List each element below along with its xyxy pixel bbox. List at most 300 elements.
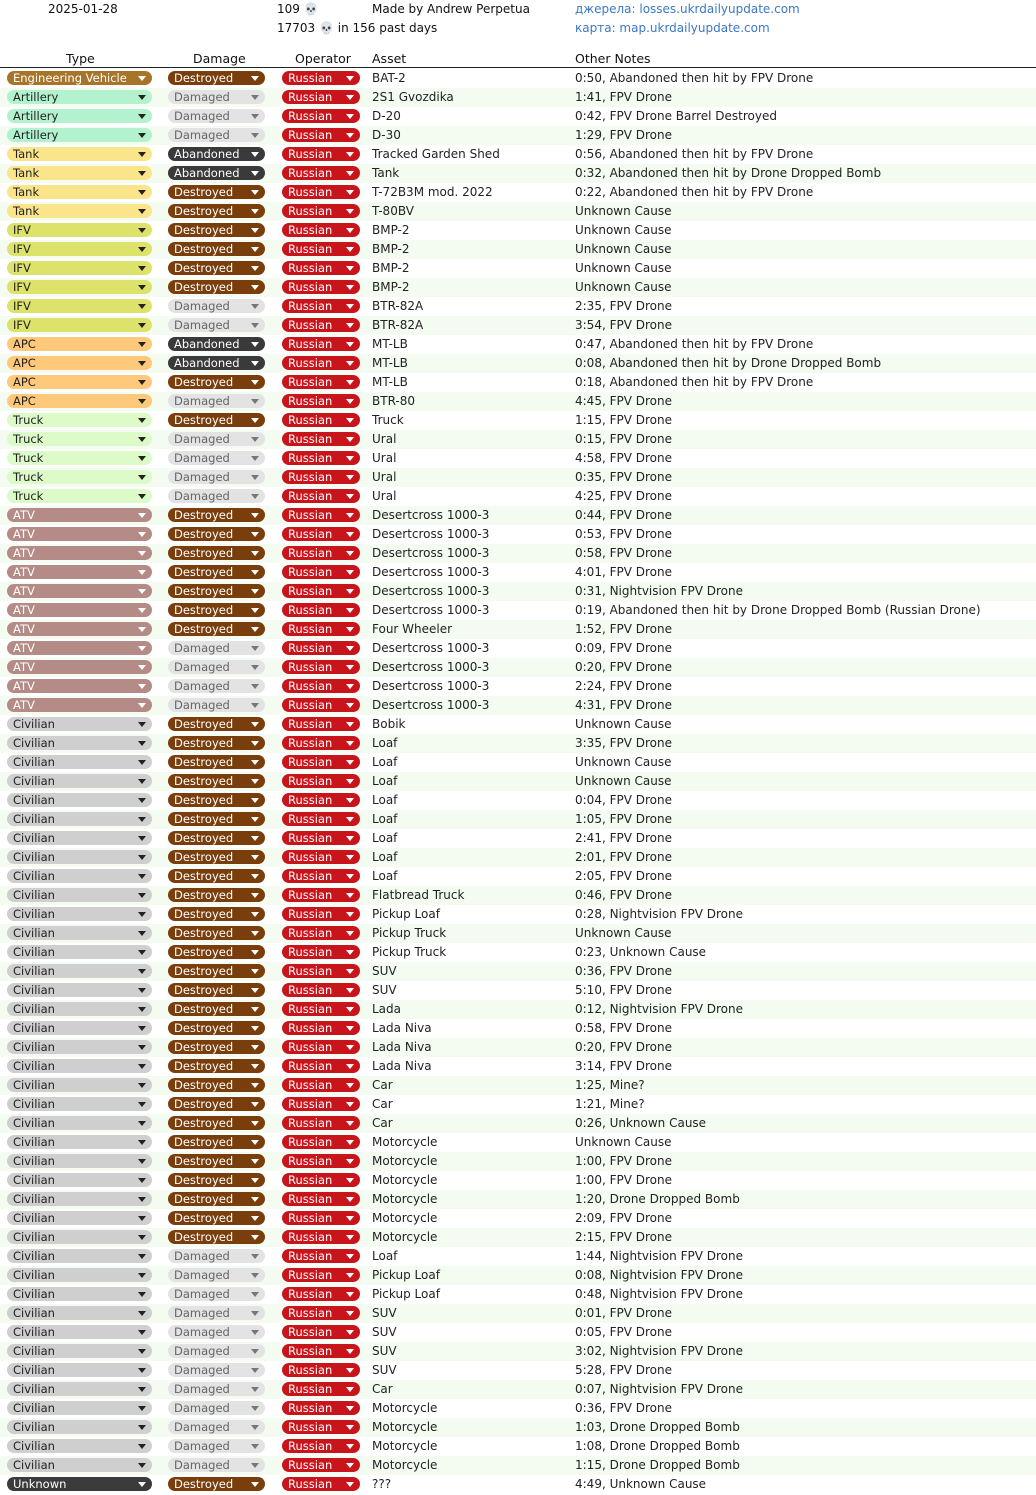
operator-dropdown[interactable] — [282, 850, 360, 864]
damage-label: Destroyed — [174, 831, 234, 845]
other-notes: Unknown Cause — [575, 280, 672, 294]
operator-dropdown[interactable] — [282, 755, 360, 769]
type-dropdown[interactable] — [7, 1021, 152, 1035]
table-row — [0, 639, 1036, 658]
type-dropdown[interactable] — [7, 280, 152, 294]
damage-label: Damaged — [174, 451, 230, 465]
damage-dropdown[interactable] — [168, 1211, 265, 1225]
chevron-down-icon — [346, 209, 354, 214]
type-dropdown[interactable] — [7, 1211, 152, 1225]
operator-dropdown[interactable] — [282, 413, 360, 427]
damage-dropdown[interactable] — [168, 1382, 265, 1396]
type-dropdown[interactable] — [7, 546, 152, 560]
damage-dropdown[interactable] — [168, 1059, 265, 1073]
type-dropdown[interactable] — [7, 1116, 152, 1130]
damage-dropdown[interactable] — [168, 1344, 265, 1358]
type-dropdown[interactable] — [7, 679, 152, 693]
operator-dropdown[interactable] — [282, 1363, 360, 1377]
damage-dropdown[interactable] — [168, 679, 265, 693]
type-dropdown[interactable] — [7, 603, 152, 617]
chevron-down-icon — [138, 1482, 146, 1487]
damage-dropdown[interactable] — [168, 128, 265, 142]
asset-name: Ural — [372, 432, 397, 446]
operator-dropdown[interactable] — [282, 356, 360, 370]
damage-dropdown[interactable] — [168, 1154, 265, 1168]
damage-dropdown[interactable] — [168, 508, 265, 522]
operator-dropdown[interactable] — [282, 717, 360, 731]
damage-dropdown[interactable] — [168, 1325, 265, 1339]
operator-dropdown[interactable] — [282, 1173, 360, 1187]
type-dropdown[interactable] — [7, 1420, 152, 1434]
type-dropdown[interactable] — [7, 717, 152, 731]
damage-label: Damaged — [174, 1268, 230, 1282]
operator-dropdown[interactable] — [282, 1458, 360, 1472]
damage-dropdown[interactable] — [168, 907, 265, 921]
type-dropdown[interactable] — [7, 451, 152, 465]
table-row — [0, 715, 1036, 734]
damage-dropdown[interactable] — [168, 926, 265, 940]
damage-dropdown[interactable] — [168, 1078, 265, 1092]
asset-name: BMP-2 — [372, 242, 410, 256]
asset-name: Desertcross 1000-3 — [372, 546, 490, 560]
operator-dropdown[interactable] — [282, 147, 360, 161]
damage-dropdown[interactable] — [168, 166, 265, 180]
operator-dropdown[interactable] — [282, 1040, 360, 1054]
operator-dropdown[interactable] — [282, 337, 360, 351]
type-dropdown[interactable] — [7, 1306, 152, 1320]
damage-dropdown[interactable] — [168, 451, 265, 465]
damage-dropdown[interactable] — [168, 71, 265, 85]
operator-label: Russian — [288, 109, 333, 123]
damage-dropdown[interactable] — [168, 318, 265, 332]
type-dropdown[interactable] — [7, 869, 152, 883]
type-label: ATV — [13, 527, 35, 541]
operator-dropdown[interactable] — [282, 1021, 360, 1035]
asset-name: Loaf — [372, 812, 398, 826]
operator-dropdown[interactable] — [282, 527, 360, 541]
damage-dropdown[interactable] — [168, 641, 265, 655]
damage-dropdown[interactable] — [168, 375, 265, 389]
type-dropdown[interactable] — [7, 698, 152, 712]
operator-dropdown[interactable] — [282, 1116, 360, 1130]
type-dropdown[interactable] — [7, 774, 152, 788]
chevron-down-icon — [346, 684, 354, 689]
operator-dropdown[interactable] — [282, 432, 360, 446]
operator-dropdown[interactable] — [282, 1382, 360, 1396]
damage-dropdown[interactable] — [168, 223, 265, 237]
chevron-down-icon — [251, 247, 259, 252]
type-label: IFV — [13, 242, 31, 256]
type-label: IFV — [13, 280, 31, 294]
type-label: APC — [13, 375, 36, 389]
chevron-down-icon — [138, 114, 146, 119]
operator-dropdown[interactable] — [282, 451, 360, 465]
other-notes: 0:31, Nightvision FPV Drone — [575, 584, 743, 598]
operator-dropdown[interactable] — [282, 128, 360, 142]
type-dropdown[interactable] — [7, 1135, 152, 1149]
type-dropdown[interactable] — [7, 71, 152, 85]
type-dropdown[interactable] — [7, 812, 152, 826]
operator-dropdown[interactable] — [282, 660, 360, 674]
operator-dropdown[interactable] — [282, 1097, 360, 1111]
map-link[interactable]: карта: map.ukrdailyupdate.com — [575, 21, 770, 35]
damage-dropdown[interactable] — [168, 280, 265, 294]
operator-dropdown[interactable] — [282, 1249, 360, 1263]
damage-dropdown[interactable] — [168, 736, 265, 750]
operator-label: Russian — [288, 470, 333, 484]
operator-label: Russian — [288, 432, 333, 446]
operator-dropdown[interactable] — [282, 679, 360, 693]
chevron-down-icon — [346, 551, 354, 556]
operator-dropdown[interactable] — [282, 565, 360, 579]
type-dropdown[interactable] — [7, 622, 152, 636]
operator-dropdown[interactable] — [282, 1306, 360, 1320]
damage-dropdown[interactable] — [168, 622, 265, 636]
type-dropdown[interactable] — [7, 755, 152, 769]
other-notes: 0:01, FPV Drone — [575, 1306, 672, 1320]
damage-dropdown[interactable] — [168, 1439, 265, 1453]
operator-dropdown[interactable] — [282, 774, 360, 788]
operator-dropdown[interactable] — [282, 1154, 360, 1168]
table-row — [0, 1418, 1036, 1437]
damage-dropdown[interactable] — [168, 1458, 265, 1472]
chevron-down-icon — [346, 1121, 354, 1126]
chevron-down-icon — [251, 1482, 259, 1487]
operator-dropdown[interactable] — [282, 964, 360, 978]
type-dropdown[interactable] — [7, 432, 152, 446]
type-label: Civilian — [13, 1344, 55, 1358]
damage-label: Destroyed — [174, 375, 234, 389]
damage-label: Destroyed — [174, 1040, 234, 1054]
damage-dropdown[interactable] — [168, 584, 265, 598]
chevron-down-icon — [346, 1387, 354, 1392]
damage-dropdown[interactable] — [168, 1173, 265, 1187]
operator-label: Russian — [288, 71, 333, 85]
operator-label: Russian — [288, 166, 333, 180]
chevron-down-icon — [251, 969, 259, 974]
operator-dropdown[interactable] — [282, 489, 360, 503]
damage-dropdown[interactable] — [168, 356, 265, 370]
operator-dropdown[interactable] — [282, 223, 360, 237]
operator-dropdown[interactable] — [282, 1135, 360, 1149]
chevron-down-icon — [138, 266, 146, 271]
operator-dropdown[interactable] — [282, 888, 360, 902]
other-notes: 0:46, FPV Drone — [575, 888, 672, 902]
damage-dropdown[interactable] — [168, 888, 265, 902]
operator-dropdown[interactable] — [282, 280, 360, 294]
type-dropdown[interactable] — [7, 394, 152, 408]
damage-dropdown[interactable] — [168, 1420, 265, 1434]
chevron-down-icon — [251, 1102, 259, 1107]
damage-dropdown[interactable] — [168, 831, 265, 845]
operator-dropdown[interactable] — [282, 793, 360, 807]
asset-name: Lada — [372, 1002, 402, 1016]
type-dropdown[interactable] — [7, 1363, 152, 1377]
operator-dropdown[interactable] — [282, 603, 360, 617]
damage-dropdown[interactable] — [168, 470, 265, 484]
operator-dropdown[interactable] — [282, 1401, 360, 1415]
damage-dropdown[interactable] — [168, 793, 265, 807]
damage-dropdown[interactable] — [168, 755, 265, 769]
damage-dropdown[interactable] — [168, 109, 265, 123]
operator-dropdown[interactable] — [282, 831, 360, 845]
type-dropdown[interactable] — [7, 413, 152, 427]
type-label: Civilian — [13, 736, 55, 750]
type-dropdown[interactable] — [7, 109, 152, 123]
operator-dropdown[interactable] — [282, 622, 360, 636]
other-notes: 1:52, FPV Drone — [575, 622, 672, 636]
damage-dropdown[interactable] — [168, 774, 265, 788]
operator-dropdown[interactable] — [282, 869, 360, 883]
type-dropdown[interactable] — [7, 1344, 152, 1358]
type-dropdown[interactable] — [7, 660, 152, 674]
chevron-down-icon — [251, 133, 259, 138]
chevron-down-icon — [346, 570, 354, 575]
type-dropdown[interactable] — [7, 1078, 152, 1092]
operator-dropdown[interactable] — [282, 318, 360, 332]
operator-dropdown[interactable] — [282, 1268, 360, 1282]
operator-dropdown[interactable] — [282, 1078, 360, 1092]
chevron-down-icon — [346, 741, 354, 746]
type-dropdown[interactable] — [7, 261, 152, 275]
operator-dropdown[interactable] — [282, 166, 360, 180]
type-dropdown[interactable] — [7, 907, 152, 921]
type-dropdown[interactable] — [7, 128, 152, 142]
operator-dropdown[interactable] — [282, 1211, 360, 1225]
damage-dropdown[interactable] — [168, 869, 265, 883]
damage-dropdown[interactable] — [168, 717, 265, 731]
damage-dropdown[interactable] — [168, 812, 265, 826]
type-dropdown[interactable] — [7, 850, 152, 864]
other-notes: 0:35, FPV Drone — [575, 470, 672, 484]
type-dropdown[interactable] — [7, 1249, 152, 1263]
type-dropdown[interactable] — [7, 299, 152, 313]
type-dropdown[interactable] — [7, 888, 152, 902]
damage-dropdown[interactable] — [168, 432, 265, 446]
operator-dropdown[interactable] — [282, 698, 360, 712]
type-dropdown[interactable] — [7, 375, 152, 389]
operator-dropdown[interactable] — [282, 470, 360, 484]
type-dropdown[interactable] — [7, 337, 152, 351]
damage-dropdown[interactable] — [168, 489, 265, 503]
damage-dropdown[interactable] — [168, 698, 265, 712]
operator-dropdown[interactable] — [282, 71, 360, 85]
operator-dropdown[interactable] — [282, 907, 360, 921]
type-label: Civilian — [13, 1439, 55, 1453]
type-label: Truck — [13, 470, 44, 484]
operator-dropdown[interactable] — [282, 641, 360, 655]
damage-dropdown[interactable] — [168, 1230, 265, 1244]
damage-dropdown[interactable] — [168, 147, 265, 161]
damage-dropdown[interactable] — [168, 242, 265, 256]
type-dropdown[interactable] — [7, 1439, 152, 1453]
operator-dropdown[interactable] — [282, 204, 360, 218]
operator-dropdown[interactable] — [282, 508, 360, 522]
damage-dropdown[interactable] — [168, 850, 265, 864]
operator-dropdown[interactable] — [282, 109, 360, 123]
damage-dropdown[interactable] — [168, 1021, 265, 1035]
type-dropdown[interactable] — [7, 584, 152, 598]
type-label: Civilian — [13, 983, 55, 997]
damage-dropdown[interactable] — [168, 1477, 265, 1491]
damage-dropdown[interactable] — [168, 261, 265, 275]
other-notes: 2:41, FPV Drone — [575, 831, 672, 845]
type-dropdown[interactable] — [7, 983, 152, 997]
chevron-down-icon — [138, 513, 146, 518]
type-dropdown[interactable] — [7, 793, 152, 807]
damage-dropdown[interactable] — [168, 945, 265, 959]
operator-dropdown[interactable] — [282, 1477, 360, 1491]
damage-dropdown[interactable] — [168, 964, 265, 978]
damage-dropdown[interactable] — [168, 1249, 265, 1263]
operator-dropdown[interactable] — [282, 1002, 360, 1016]
other-notes: 1:05, FPV Drone — [575, 812, 672, 826]
type-dropdown[interactable] — [7, 1325, 152, 1339]
type-dropdown[interactable] — [7, 641, 152, 655]
type-dropdown[interactable] — [7, 1173, 152, 1187]
type-dropdown[interactable] — [7, 204, 152, 218]
damage-label: Damaged — [174, 1287, 230, 1301]
operator-dropdown[interactable] — [282, 375, 360, 389]
damage-dropdown[interactable] — [168, 565, 265, 579]
damage-dropdown[interactable] — [168, 299, 265, 313]
damage-dropdown[interactable] — [168, 546, 265, 560]
operator-dropdown[interactable] — [282, 584, 360, 598]
asset-name: Car — [372, 1382, 393, 1396]
chevron-down-icon — [251, 665, 259, 670]
type-label: ATV — [13, 603, 35, 617]
operator-dropdown[interactable] — [282, 1230, 360, 1244]
operator-dropdown[interactable] — [282, 1344, 360, 1358]
damage-label: Destroyed — [174, 1230, 234, 1244]
type-dropdown[interactable] — [7, 736, 152, 750]
type-dropdown[interactable] — [7, 1097, 152, 1111]
damage-dropdown[interactable] — [168, 1002, 265, 1016]
operator-dropdown[interactable] — [282, 983, 360, 997]
table-row — [0, 1000, 1036, 1019]
type-dropdown[interactable] — [7, 1268, 152, 1282]
operator-dropdown[interactable] — [282, 242, 360, 256]
damage-dropdown[interactable] — [168, 1192, 265, 1206]
damage-dropdown[interactable] — [168, 1097, 265, 1111]
type-dropdown[interactable] — [7, 489, 152, 503]
damage-dropdown[interactable] — [168, 1116, 265, 1130]
type-dropdown[interactable] — [7, 1192, 152, 1206]
type-dropdown[interactable] — [7, 1458, 152, 1472]
type-dropdown[interactable] — [7, 90, 152, 104]
operator-dropdown[interactable] — [282, 812, 360, 826]
operator-dropdown[interactable] — [282, 1439, 360, 1453]
damage-dropdown[interactable] — [168, 1287, 265, 1301]
damage-dropdown[interactable] — [168, 1363, 265, 1377]
chevron-down-icon — [346, 988, 354, 993]
type-dropdown[interactable] — [7, 242, 152, 256]
type-dropdown[interactable] — [7, 1287, 152, 1301]
sources-link[interactable]: джерела: losses.ukrdailyupdate.com — [575, 2, 800, 16]
damage-dropdown[interactable] — [168, 1268, 265, 1282]
operator-label: Russian — [288, 1116, 333, 1130]
damage-dropdown[interactable] — [168, 1040, 265, 1054]
operator-dropdown[interactable] — [282, 1287, 360, 1301]
chevron-down-icon — [138, 1311, 146, 1316]
type-dropdown[interactable] — [7, 147, 152, 161]
damage-dropdown[interactable] — [168, 337, 265, 351]
chevron-down-icon — [138, 836, 146, 841]
operator-dropdown[interactable] — [282, 1059, 360, 1073]
type-dropdown[interactable] — [7, 1040, 152, 1054]
operator-dropdown[interactable] — [282, 1325, 360, 1339]
operator-dropdown[interactable] — [282, 299, 360, 313]
type-dropdown[interactable] — [7, 1477, 152, 1491]
operator-dropdown[interactable] — [282, 1192, 360, 1206]
type-dropdown[interactable] — [7, 470, 152, 484]
operator-dropdown[interactable] — [282, 1420, 360, 1434]
operator-dropdown[interactable] — [282, 90, 360, 104]
type-dropdown[interactable] — [7, 964, 152, 978]
damage-dropdown[interactable] — [168, 527, 265, 541]
type-dropdown[interactable] — [7, 1154, 152, 1168]
damage-dropdown[interactable] — [168, 413, 265, 427]
damage-dropdown[interactable] — [168, 1401, 265, 1415]
operator-dropdown[interactable] — [282, 736, 360, 750]
damage-dropdown[interactable] — [168, 603, 265, 617]
operator-dropdown[interactable] — [282, 945, 360, 959]
type-dropdown[interactable] — [7, 1002, 152, 1016]
type-dropdown[interactable] — [7, 508, 152, 522]
damage-dropdown[interactable] — [168, 204, 265, 218]
damage-dropdown[interactable] — [168, 983, 265, 997]
type-dropdown[interactable] — [7, 223, 152, 237]
damage-label: Destroyed — [174, 565, 234, 579]
chevron-down-icon — [346, 171, 354, 176]
type-dropdown[interactable] — [7, 318, 152, 332]
type-dropdown[interactable] — [7, 1401, 152, 1415]
chevron-down-icon — [346, 836, 354, 841]
type-dropdown[interactable] — [7, 166, 152, 180]
type-dropdown[interactable] — [7, 926, 152, 940]
damage-dropdown[interactable] — [168, 90, 265, 104]
chevron-down-icon — [251, 646, 259, 651]
damage-dropdown[interactable] — [168, 660, 265, 674]
damage-dropdown[interactable] — [168, 1135, 265, 1149]
operator-dropdown[interactable] — [282, 926, 360, 940]
type-dropdown[interactable] — [7, 1230, 152, 1244]
type-dropdown[interactable] — [7, 356, 152, 370]
table-row — [0, 772, 1036, 791]
chevron-down-icon — [138, 342, 146, 347]
damage-dropdown[interactable] — [168, 394, 265, 408]
operator-dropdown[interactable] — [282, 185, 360, 199]
operator-label: Russian — [288, 527, 333, 541]
operator-dropdown[interactable] — [282, 546, 360, 560]
type-label: Civilian — [13, 1097, 55, 1111]
chevron-down-icon — [251, 95, 259, 100]
type-label: Civilian — [13, 907, 55, 921]
type-dropdown[interactable] — [7, 831, 152, 845]
type-dropdown[interactable] — [7, 565, 152, 579]
operator-dropdown[interactable] — [282, 394, 360, 408]
type-dropdown[interactable] — [7, 527, 152, 541]
operator-label: Russian — [288, 1211, 333, 1225]
type-dropdown[interactable] — [7, 945, 152, 959]
asset-name: Desertcross 1000-3 — [372, 584, 490, 598]
type-dropdown[interactable] — [7, 1059, 152, 1073]
type-dropdown[interactable] — [7, 185, 152, 199]
damage-dropdown[interactable] — [168, 185, 265, 199]
type-dropdown[interactable] — [7, 1382, 152, 1396]
damage-dropdown[interactable] — [168, 1306, 265, 1320]
operator-dropdown[interactable] — [282, 261, 360, 275]
